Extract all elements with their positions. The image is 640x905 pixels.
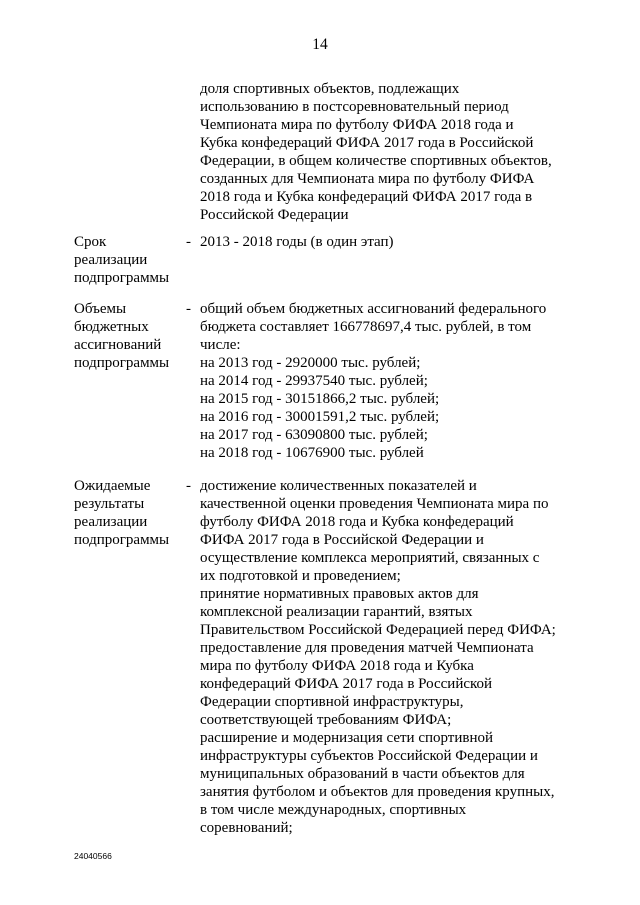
row-label-line: Объемы: [74, 301, 127, 317]
row-value-line: принятие нормативных правовых актов для: [200, 586, 479, 602]
row-value-line: осуществление комплекса мероприятий, связанных с: [200, 550, 540, 566]
intro-line: Чемпионата мира по футболу ФИФА 2018 года и: [200, 117, 514, 133]
row-label-line: бюджетных: [74, 319, 149, 335]
row-value-line: Правительством Российской Федерацией перед ФИФА;: [200, 622, 556, 638]
row-label-line: подпрограммы: [74, 270, 170, 286]
row-value-line: на 2013 год - 2920000 тыс. рублей;: [200, 355, 421, 371]
intro-line: доля спортивных объектов, подлежащих: [200, 81, 460, 97]
row-value-line: на 2017 год - 63090800 тыс. рублей;: [200, 427, 428, 443]
row-label-line: подпрограммы: [74, 355, 170, 371]
row-label-line: Срок: [74, 234, 107, 250]
row-dash: -: [186, 478, 191, 494]
row-value-line: конфедераций ФИФА 2017 года в Российской: [200, 676, 493, 692]
row-value-line: комплексной реализации гарантий, взятых: [200, 604, 473, 620]
row-value-line: бюджета составляет 166778697,4 тыс. рублей, в том: [200, 319, 532, 335]
row-value-line: муниципальных образований в части объектов для: [200, 766, 525, 782]
row-label-line: реализации: [74, 514, 148, 530]
intro-line: Федерации, в общем количестве спортивных объектов,: [200, 153, 552, 169]
row-label-line: реализации: [74, 252, 148, 268]
row-label-line: ассигнований: [74, 337, 162, 353]
row-value-line: на 2014 год - 29937540 тыс. рублей;: [200, 373, 428, 389]
row-value-line: занятия футболом и объектов для проведения крупных,: [200, 784, 555, 800]
row-value-line: их подготовкой и проведением;: [200, 568, 401, 584]
intro-line: Российской Федерации: [200, 207, 349, 223]
row-value-line: 2013 - 2018 годы (в один этап): [200, 234, 394, 250]
row-value-line: качественной оценки проведения Чемпионата мира по: [200, 496, 549, 512]
intro-line: 2018 года и Кубка конфедераций ФИФА 2017 года в: [200, 189, 533, 205]
row-value-line: ФИФА 2017 года в Российской Федерации и: [200, 532, 484, 548]
row-value-line: на 2016 год - 30001591,2 тыс. рублей;: [200, 409, 440, 425]
row-label-line: подпрограммы: [74, 532, 170, 548]
row-value-line: числе:: [200, 337, 241, 353]
row-value-line: в том числе международных, спортивных: [200, 802, 467, 818]
intro-line: использованию в постсоревновательный период: [200, 99, 509, 115]
row-value-line: предоставление для проведения матчей Чемпионата: [200, 640, 534, 656]
document-code: 24040566: [74, 851, 112, 861]
row-value-line: на 2015 год - 30151866,2 тыс. рублей;: [200, 391, 440, 407]
row-dash: -: [186, 301, 191, 317]
row-value-line: расширение и модернизация сети спортивной: [200, 730, 494, 746]
intro-line: Кубка конфедераций ФИФА 2017 года в Российской: [200, 135, 534, 151]
row-value-line: достижение количественных показателей и: [200, 478, 477, 494]
row-label-line: результаты: [74, 496, 145, 512]
row-value-line: мира по футболу ФИФА 2018 года и Кубка: [200, 658, 474, 674]
row-value-line: инфраструктуры субъектов Российской Федерации и: [200, 748, 538, 764]
row-label-line: Ожидаемые: [74, 478, 151, 494]
intro-line: созданных для Чемпионата мира по футболу ФИФА: [200, 171, 535, 187]
row-value-line: футболу ФИФА 2018 года и Кубка конфедераций: [200, 514, 514, 530]
page-number: 14: [312, 36, 328, 53]
row-value-line: общий объем бюджетных ассигнований федерального: [200, 301, 547, 317]
row-value-line: на 2018 год - 10676900 тыс. рублей: [200, 445, 424, 461]
row-dash: -: [186, 234, 191, 250]
row-value-line: соревнований;: [200, 820, 293, 836]
row-value-line: Федерации спортивной инфраструктуры,: [200, 694, 464, 710]
row-value-line: соответствующей требованиям ФИФА;: [200, 712, 452, 728]
